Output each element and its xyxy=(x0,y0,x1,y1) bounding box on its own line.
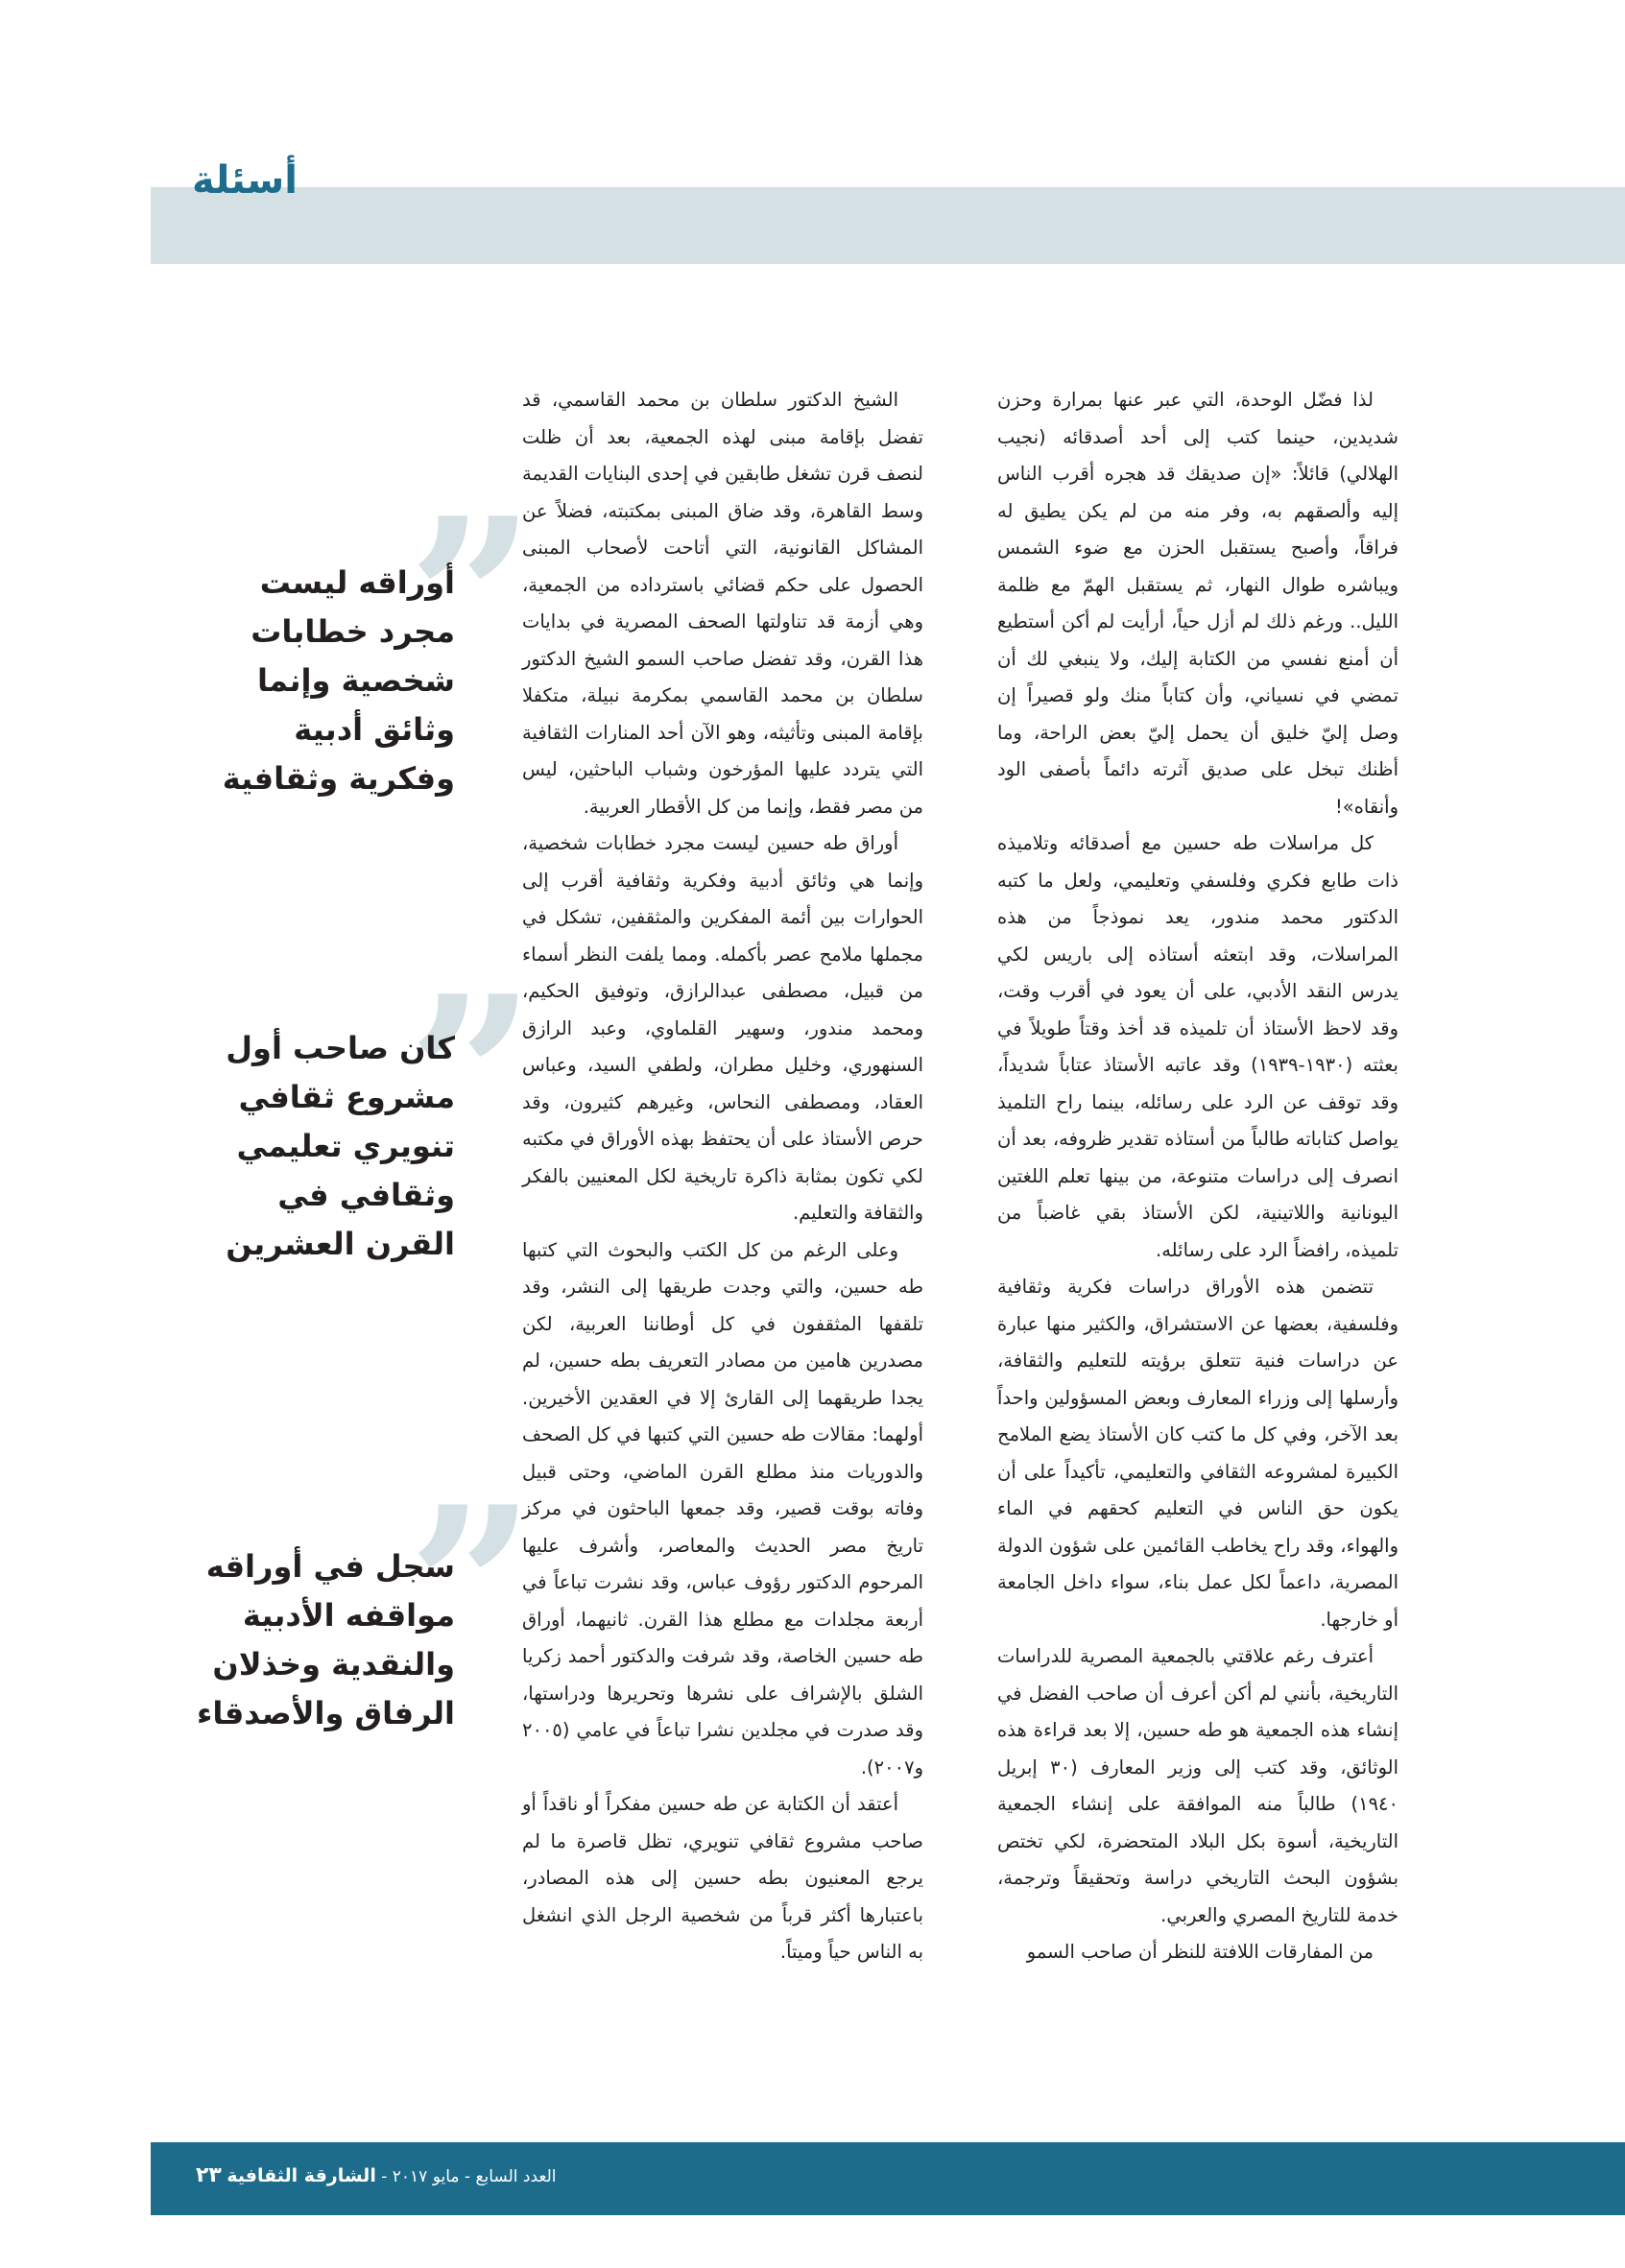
paragraph: أعترف رغم علاقتي بالجمعية المصرية للدراسات التاريخية، بأنني لم أكن أعرف أن صاحب الفضل في إنشاء هذه الجمعية هو طه حسين، إلا بعد قراءة هذه الوثائق، وقد كتب إلى وزير المعارف (٣٠ إبريل ١٩٤٠) طالباً منه الموافقة على إنشاء الجمعية التاريخية، أسوة بكل البلاد المتحضرة، لكي تختص بشؤون البحث التاريخي دراسة وتحقيقاً وترجمة، خدمة للتاريخ المصري والعربي. xyxy=(997,1645,1399,1926)
paragraph: الشيخ الدكتور سلطان بن محمد القاسمي، قد تفضل بإقامة مبنى لهذه الجمعية، بعد أن ظلت لنصف قرن تشغل طابقين في إحدى البنايات القديمة وسط القاهرة، وقد ضاق المبنى بمكتبته، فضلاً عن المشاكل القانونية، التي أتاحت لأصحاب المبنى الحصول على حكم قضائي باسترداده من الجمعية، وهي أزمة قد تناولتها الصحف المصرية في بدايات هذا القرن، وقد تفضل صاحب السمو الشيخ الدكتور سلطان بن محمد القاسمي بمكرمة نبيلة، متكفلا بإقامة المبنى وتأثيثه، وهو الآن أحد المنارات الثقافية التي يتردد عليها المؤرخون وشباب الباحثين، ليس من مصر فقط، وإنما من كل الأقطار العربية. xyxy=(522,389,923,818)
paragraph: لذا فضّل الوحدة، التي عبر عنها بمرارة وحزن شديدين، حينما كتب إلى أحد أصدقائه (نجيب الهلالي) قائلاً: «إن صديقك قد هجره أقرب الناس إليه وألصقهم به، وفر منه من لم يكن يطيق له فراقاً، وأصبح يستقبل الحزن مع ضوء الشمس ويباشره طوال النهار، ثم يستقبل الهمّ مع ظلمة الليل.. ورغم ذلك لم أزل حياً، أرأيت لم أكن أستطيع أن أمنع نفسي من الكتابة إليك، ولا ينبغي لك أن تمضي في نسياني، وأن كتاباً منك ولو قصيراً إن وصل إليّ خليق أن يحمل إليّ بعض الراحة، وما أظنك تبخل على صديق آثرته دائماً بأصفى الود وأنقاه»! xyxy=(997,389,1398,818)
quote-mark-icon: ” xyxy=(408,948,536,1207)
paragraph: أوراق طه حسين ليست مجرد خطابات شخصية، وإنما هي وثائق أدبية وفكرية وثقافية أقرب إلى الحوارات بين أئمة المفكرين والمثقفين، تشكل في مجملها ملامح عصر بأكمله. ومما يلفت النظر أسماء من قبيل، مصطفى عبدالرازق، وتوفيق الحكيم، ومحمد مندور، وسهير القلماوي، وعبد الرازق السنهوري، وخليل مطران، ولطفي السيد، وعباس العقاد، ومصطفى النحاس، وغيرهم كثيرون، وقد حرص الأستاذ على أن يحتفظ بهذه الأوراق في مكتبه لكي تكون بمثابة ذاكرة تاريخية لكل المعنيين بالفكر والثقافة والتعليم. xyxy=(522,832,923,1224)
page-number: ٢٣ xyxy=(196,2163,222,2187)
pull-quote: كان صاحب أول مشروع ثقافي تنويري تعليمي وثقافي في القرن العشرين xyxy=(226,1030,455,1262)
paragraph: وعلى الرغم من كل الكتب والبحوث التي كتبها طه حسين، والتي وجدت طريقها إلى النشر، وقد تلقفها المثقفون في كل أوطاننا العربية، لكن مصدرين هامين من مصادر التعريف بطه حسين، لم يجدا طريقهما إلى القارئ إلا في العقدين الأخيرين. أولهما: مقالات طه حسين التي كتبها في كل الصحف والدوريات منذ مطلع القرن الماضي، وحتى قبيل وفاته بوقت قصير، وقد جمعها الباحثون في مركز تاريخ مصر الحديث والمعاصر، وأشرف عليها المرحوم الدكتور رؤوف عباس، وقد نشرت تباعاً في أربعة مجلدات مع مطلع هذا القرن. ثانيهما، أوراق طه حسين الخاصة، وقد شرفت والدكتور أحمد زكريا الشلق بالإشراف على نشرها وتحريرها ودراستها، وقد صدرت في مجلدين نشرا تباعاً في عامي (٢٠٠٥ و٢٠٠٧). xyxy=(522,1238,923,1779)
article-column-middle xyxy=(522,382,923,1971)
quote-mark-icon: ” xyxy=(408,1459,536,1718)
section-title: أسئلة xyxy=(192,158,298,203)
footer-brand: الشارقة الثقافية xyxy=(227,2165,376,2186)
paragraph: تتضمن هذه الأوراق دراسات فكرية وثقافية وفلسفية، بعضها عن الاستشراق، والكثير منها عبارة عن دراسات فنية تتعلق برؤيته للتعليم والثقافة، وأرسلها إلى وزراء المعارف وبعض المسؤولين واحداً بعد الآخر، وفي كل ما كتب كان الأستاذ يضع الملامح الكبيرة لمشروعه الثقافي والتعليمي، تأكيداً على أن يكون حق الناس في التعليم كحقهم في الماء والهواء، وقد راح يخاطب القائمين على شؤون الدولة المصرية، داعماً لكل عمل بناء، سواء داخل الجامعة أو خارجها. xyxy=(997,1276,1398,1631)
footer xyxy=(182,2161,557,2191)
paragraph: أعتقد أن الكتابة عن طه حسين مفكراً أو ناقداً أو صاحب مشروع ثقافي تنويري، تظل قاصرة ما لم يرجع المعنيون بطه حسين إلى هذه المصادر، باعتبارها أكثر قرباً من شخصية الرجل الذي انشغل به الناس حياً وميتاً. xyxy=(522,1793,923,1963)
pull-quote: سجل في أوراقه مواقفه الأدبية والنقدية وخذلان الرفاق والأصدقاء xyxy=(196,1548,455,1731)
paragraph: من المفارقات اللافتة للنظر أن صاحب السمو xyxy=(1026,1941,1374,1963)
pull-quote: أوراقه ليست مجرد خطابات شخصية وإنما وثائق أدبية وفكرية وثقافية xyxy=(222,564,455,797)
footer-issue: العدد السابع - مايو ٢٠١٧ - xyxy=(381,2167,557,2186)
header-band xyxy=(151,187,1625,264)
paragraph: كل مراسلات طه حسين مع أصدقائه وتلاميذه ذات طابع فكري وفلسفي وتعليمي، ولعل ما كتبه الدكتور محمد مندور، يعد نموذجاً من هذه المراسلات، وقد ابتعثه أستاذه إلى باريس لكي يدرس النقد الأدبي، على أن يعود في أقرب وقت، وقد لاحظ الأستاذ أن تلميذه قد أخذ وقتاً طويلاً في بعثته (١٩٣٠-١٩٣٩) وقد عاتبه الأستاذ عتاباً شديداً، وقد توقف عن الرد على رسائله، بينما راح التلميذ يواصل كتاباته طالباً من أستاذه تقدير ظروفه، بعد أن انصرف إلى دراسات متنوعة، من بينها تعلم اللغتين اليونانية واللاتينية، لكن الأستاذ بقي غاضباً من تلميذه، رافضاً الرد على رسائله. xyxy=(997,832,1398,1261)
quote-mark-icon: ” xyxy=(408,470,536,729)
article-column-right xyxy=(997,382,1398,1971)
